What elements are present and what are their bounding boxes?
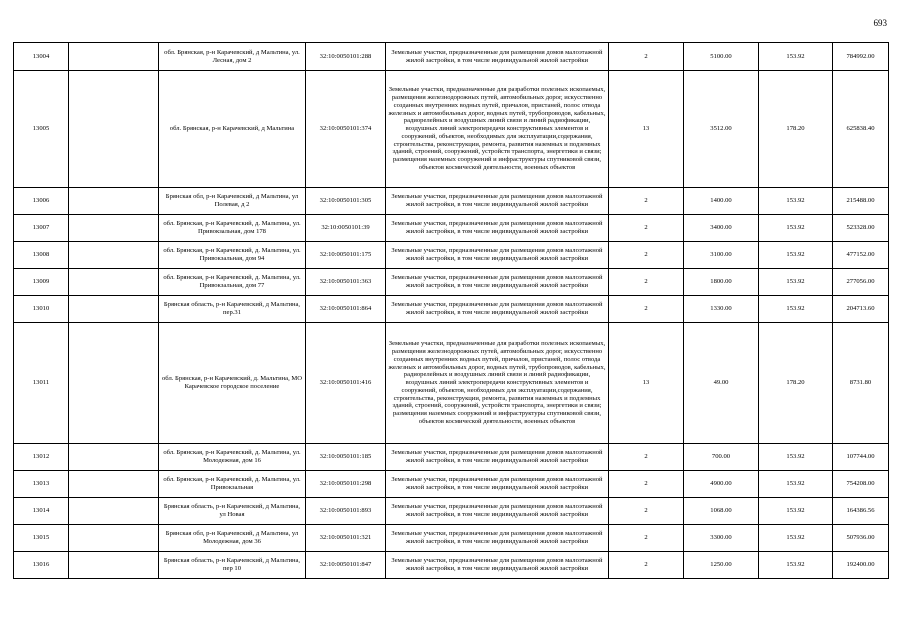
row-number-cell: 13008 bbox=[14, 242, 69, 269]
cadastral-value-cell: 277056.00 bbox=[833, 269, 889, 296]
address-cell: Брянская область, р-н Карачевский, д Мальтина, пер.31 bbox=[159, 296, 306, 323]
row-number-cell: 13015 bbox=[14, 525, 69, 552]
row-number-cell: 13012 bbox=[14, 444, 69, 471]
specific-value-cell: 178.20 bbox=[759, 71, 833, 188]
specific-value-cell: 153.92 bbox=[759, 498, 833, 525]
table-row bbox=[14, 242, 889, 269]
empty-cell bbox=[69, 269, 159, 296]
area-cell: 3400.00 bbox=[684, 215, 759, 242]
cadastral-value-cell: 192400.00 bbox=[833, 552, 889, 579]
land-use-cell: Земельные участки, предназначенные для размещения домов малоэтажной жилой застройки, в том числе индивидуальной жилой застройки bbox=[386, 43, 609, 71]
address-cell: обл. Брянская, р-н Карачевский, д Мальтина, ул. Лесная, дом 2 bbox=[159, 43, 306, 71]
row-number-cell: 13005 bbox=[14, 71, 69, 188]
specific-value-cell: 153.92 bbox=[759, 525, 833, 552]
specific-value-cell: 153.92 bbox=[759, 296, 833, 323]
group-code-cell: 2 bbox=[609, 269, 684, 296]
specific-value-cell: 153.92 bbox=[759, 444, 833, 471]
cadastral-number-cell: 32:10:0050101:416 bbox=[306, 323, 386, 444]
land-use-cell: Земельные участки, предназначенные для размещения домов малоэтажной жилой застройки, в том числе индивидуальной жилой застройки bbox=[386, 525, 609, 552]
empty-cell bbox=[69, 444, 159, 471]
specific-value-cell: 153.92 bbox=[759, 471, 833, 498]
land-use-cell: Земельные участки, предназначенные для разработки полезных ископаемых, размещения железнодорожных путей, автомобильных дорог, искусственно созданных внутренних водных путей, причалов, пристаней, полос отвода железных и автомобильных дорог, водных путей, трубопроводов, кабельных, радиорелейных и воздушных линий связи и линий радиофикации, воздушных линий электропередачи конструктивных элементов и сооружений, объектов, необходимых для эксплуатации,содержания, строительства, реконструкции, ремонта, развития наземных и подземных зданий, строений, сооружений, устройств транспорта, энергетики и связи; размещения наземных сооружений и инфраструктуры спутниковой связи, объектов космической деятельности, военных объектов bbox=[386, 71, 609, 188]
row-number-cell: 13009 bbox=[14, 269, 69, 296]
empty-cell bbox=[69, 188, 159, 215]
group-code-cell: 2 bbox=[609, 188, 684, 215]
land-use-cell: Земельные участки, предназначенные для размещения домов малоэтажной жилой застройки, в том числе индивидуальной жилой застройки bbox=[386, 269, 609, 296]
area-cell: 5100.00 bbox=[684, 43, 759, 71]
land-use-cell: Земельные участки, предназначенные для разработки полезных ископаемых, размещения железнодорожных путей, автомобильных дорог, искусственно созданных внутренних водных путей, причалов, пристаней, полос отвода железных и автомобильных дорог, водных путей, трубопроводов, кабельных, радиорелейных и воздушных линий связи и линий радиофикации, воздушных линий электропередачи конструктивных элементов и сооружений, объектов, необходимых для эксплуатации,содержания, строительства, реконструкции, ремонта, развития наземных и подземных зданий, строений, сооружений, устройств транспорта, энергетики и связи; размещения наземных сооружений и инфраструктуры спутниковой связи, объектов космической деятельности, военных объектов bbox=[386, 323, 609, 444]
land-use-cell: Земельные участки, предназначенные для размещения домов малоэтажной жилой застройки, в том числе индивидуальной жилой застройки bbox=[386, 242, 609, 269]
row-number-cell: 13006 bbox=[14, 188, 69, 215]
row-number-cell: 13010 bbox=[14, 296, 69, 323]
area-cell: 700.00 bbox=[684, 444, 759, 471]
table-row bbox=[14, 269, 889, 296]
address-cell: обл. Брянская, р-н Карачевский, д Мальтина bbox=[159, 71, 306, 188]
row-number-cell: 13014 bbox=[14, 498, 69, 525]
cadastral-number-cell: 32:10:0050101:39 bbox=[306, 215, 386, 242]
cadastral-value-cell: 215488.00 bbox=[833, 188, 889, 215]
cadastral-value-cell: 164386.56 bbox=[833, 498, 889, 525]
cadastral-number-cell: 32:10:0050101:864 bbox=[306, 296, 386, 323]
specific-value-cell: 153.92 bbox=[759, 215, 833, 242]
address-cell: Брянская область, р-н Карачевский, д Мальтина, ул Новая bbox=[159, 498, 306, 525]
group-code-cell: 13 bbox=[609, 323, 684, 444]
empty-cell bbox=[69, 323, 159, 444]
area-cell: 1068.00 bbox=[684, 498, 759, 525]
specific-value-cell: 153.92 bbox=[759, 43, 833, 71]
land-use-cell: Земельные участки, предназначенные для размещения домов малоэтажной жилой застройки, в том числе индивидуальной жилой застройки bbox=[386, 444, 609, 471]
area-cell: 1330.00 bbox=[684, 296, 759, 323]
address-cell: обл. Брянская, р-н Карачевский, д. Мальтина, ул. Привокзальная, дом 77 bbox=[159, 269, 306, 296]
address-cell: обл. Брянская, р-н Карачевский, д. Мальтина, ул. Привокзальная bbox=[159, 471, 306, 498]
cadastral-number-cell: 32:10:0050101:893 bbox=[306, 498, 386, 525]
group-code-cell: 2 bbox=[609, 471, 684, 498]
address-cell: Брянская область, р-н Карачевский, д Мальтина, пер 10 bbox=[159, 552, 306, 579]
table-row bbox=[14, 552, 889, 579]
table-row bbox=[14, 323, 889, 444]
cadastral-value-cell: 523328.00 bbox=[833, 215, 889, 242]
cadastral-number-cell: 32:10:0050101:374 bbox=[306, 71, 386, 188]
group-code-cell: 2 bbox=[609, 498, 684, 525]
land-use-cell: Земельные участки, предназначенные для размещения домов малоэтажной жилой застройки, в том числе индивидуальной жилой застройки bbox=[386, 498, 609, 525]
cadastral-number-cell: 32:10:0050101:321 bbox=[306, 525, 386, 552]
land-use-cell: Земельные участки, предназначенные для размещения домов малоэтажной жилой застройки, в том числе индивидуальной жилой застройки bbox=[386, 552, 609, 579]
area-cell: 1400.00 bbox=[684, 188, 759, 215]
group-code-cell: 2 bbox=[609, 552, 684, 579]
area-cell: 3100.00 bbox=[684, 242, 759, 269]
empty-cell bbox=[69, 71, 159, 188]
table-row bbox=[14, 444, 889, 471]
page-number: 693 bbox=[873, 18, 887, 28]
empty-cell bbox=[69, 471, 159, 498]
table-row bbox=[14, 296, 889, 323]
cadastral-number-cell: 32:10:0050101:305 bbox=[306, 188, 386, 215]
cadastral-value-cell: 784992.00 bbox=[833, 43, 889, 71]
address-cell: Брянская обл, р-н Карачевский, д Мальтина, ул Полевая, д 2 bbox=[159, 188, 306, 215]
cadastral-value-cell: 507936.00 bbox=[833, 525, 889, 552]
group-code-cell: 2 bbox=[609, 444, 684, 471]
row-number-cell: 13004 bbox=[14, 43, 69, 71]
cadastral-number-cell: 32:10:0050101:847 bbox=[306, 552, 386, 579]
row-number-cell: 13007 bbox=[14, 215, 69, 242]
area-cell: 1250.00 bbox=[684, 552, 759, 579]
table-row bbox=[14, 471, 889, 498]
land-use-cell: Земельные участки, предназначенные для размещения домов малоэтажной жилой застройки, в том числе индивидуальной жилой застройки bbox=[386, 296, 609, 323]
area-cell: 49.00 bbox=[684, 323, 759, 444]
group-code-cell: 2 bbox=[609, 43, 684, 71]
table-row bbox=[14, 43, 889, 71]
empty-cell bbox=[69, 215, 159, 242]
cadastral-value-cell: 477152.00 bbox=[833, 242, 889, 269]
table-row bbox=[14, 71, 889, 188]
empty-cell bbox=[69, 552, 159, 579]
group-code-cell: 2 bbox=[609, 242, 684, 269]
area-cell: 3300.00 bbox=[684, 525, 759, 552]
cadastral-value-cell: 754208.00 bbox=[833, 471, 889, 498]
group-code-cell: 13 bbox=[609, 71, 684, 188]
specific-value-cell: 178.20 bbox=[759, 323, 833, 444]
empty-cell bbox=[69, 498, 159, 525]
address-cell: обл. Брянская, р-н Карачевский, д. Мальтина, МО Карачевское городское поселение bbox=[159, 323, 306, 444]
cadastral-value-cell: 625838.40 bbox=[833, 71, 889, 188]
cadastral-value-cell: 107744.00 bbox=[833, 444, 889, 471]
row-number-cell: 13013 bbox=[14, 471, 69, 498]
area-cell: 3512.00 bbox=[684, 71, 759, 188]
address-cell: Брянская обл, р-н Карачевский, д Мальтина, ул Молодежная, дом 36 bbox=[159, 525, 306, 552]
cadastral-number-cell: 32:10:0050101:363 bbox=[306, 269, 386, 296]
cadastral-number-cell: 32:10:0050101:288 bbox=[306, 43, 386, 71]
specific-value-cell: 153.92 bbox=[759, 242, 833, 269]
cadastral-number-cell: 32:10:0050101:185 bbox=[306, 444, 386, 471]
row-number-cell: 13011 bbox=[14, 323, 69, 444]
table-row bbox=[14, 525, 889, 552]
area-cell: 4900.00 bbox=[684, 471, 759, 498]
empty-cell bbox=[69, 43, 159, 71]
land-use-cell: Земельные участки, предназначенные для размещения домов малоэтажной жилой застройки, в том числе индивидуальной жилой застройки bbox=[386, 188, 609, 215]
land-use-cell: Земельные участки, предназначенные для размещения домов малоэтажной жилой застройки, в том числе индивидуальной жилой застройки bbox=[386, 215, 609, 242]
address-cell: обл. Брянская, р-н Карачевский, д. Мальтина, ул. Привокзальная, дом 94 bbox=[159, 242, 306, 269]
empty-cell bbox=[69, 525, 159, 552]
empty-cell bbox=[69, 296, 159, 323]
specific-value-cell: 153.92 bbox=[759, 552, 833, 579]
table-row bbox=[14, 188, 889, 215]
cadastral-number-cell: 32:10:0050101:175 bbox=[306, 242, 386, 269]
specific-value-cell: 153.92 bbox=[759, 188, 833, 215]
land-use-cell: Земельные участки, предназначенные для размещения домов малоэтажной жилой застройки, в том числе индивидуальной жилой застройки bbox=[386, 471, 609, 498]
address-cell: обл. Брянская, р-н Карачевский, д. Мальтина, ул. Молодежная, дом 16 bbox=[159, 444, 306, 471]
cadastral-value-cell: 204713.60 bbox=[833, 296, 889, 323]
specific-value-cell: 153.92 bbox=[759, 269, 833, 296]
cadastral-value-cell: 8731.80 bbox=[833, 323, 889, 444]
cadastral-value-table bbox=[13, 42, 889, 579]
row-number-cell: 13016 bbox=[14, 552, 69, 579]
table-row bbox=[14, 498, 889, 525]
group-code-cell: 2 bbox=[609, 296, 684, 323]
address-cell: обл. Брянская, р-н Карачевский, д. Мальтина, ул. Привокзальная, дом 178 bbox=[159, 215, 306, 242]
cadastral-number-cell: 32:10:0050101:298 bbox=[306, 471, 386, 498]
group-code-cell: 2 bbox=[609, 525, 684, 552]
table-row bbox=[14, 215, 889, 242]
empty-cell bbox=[69, 242, 159, 269]
area-cell: 1800.00 bbox=[684, 269, 759, 296]
group-code-cell: 2 bbox=[609, 215, 684, 242]
table-body bbox=[14, 43, 889, 579]
